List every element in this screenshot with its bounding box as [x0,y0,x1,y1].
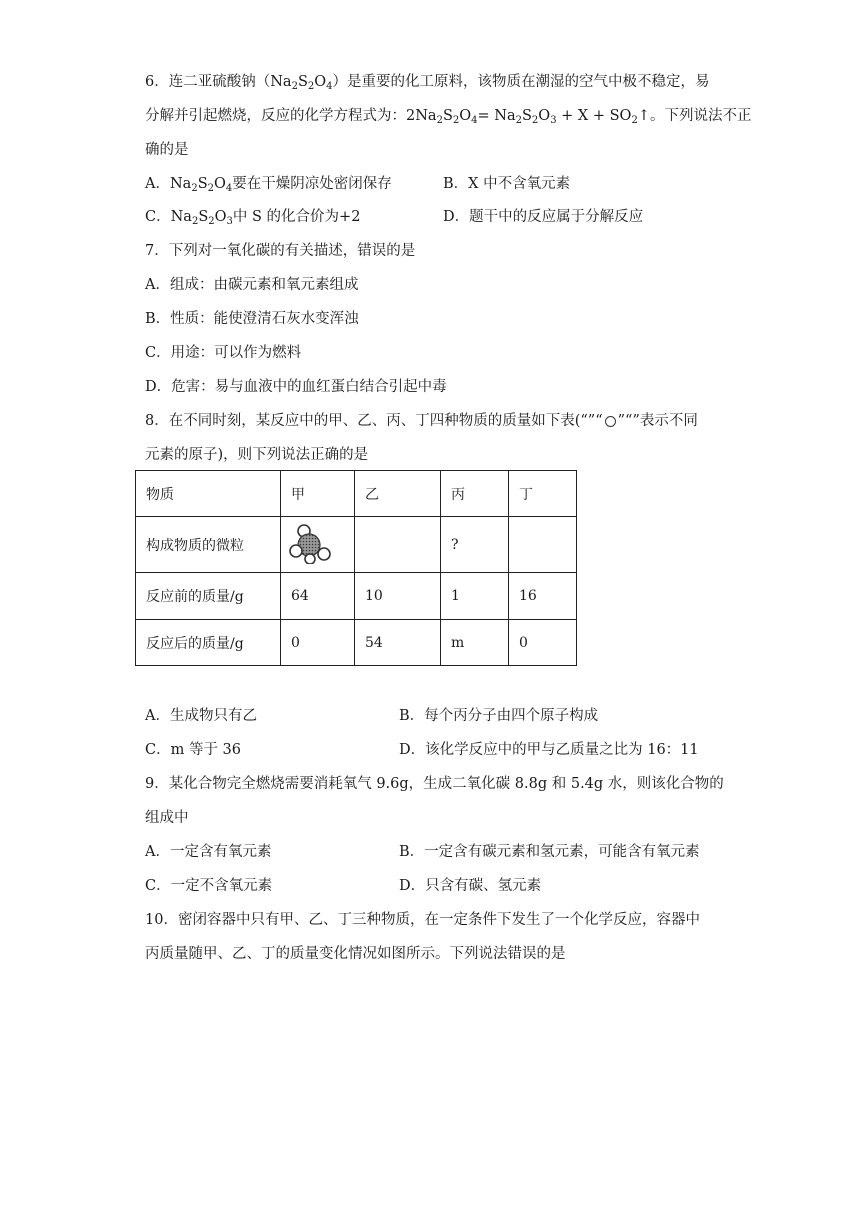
table-cell: 丁 [509,471,577,517]
table-cell: 乙 [355,471,441,517]
table-cell [509,517,577,573]
table-row [136,471,577,517]
q8-option-c: C．m 等于 36 [145,742,242,758]
q6-option-b: B．X 中不含氧元素 [443,176,571,192]
table-cell: 丙 [441,471,509,517]
q6-option-d: D．题干中的反应属于分解反应 [443,209,644,225]
q8-option-d: D．该化学反应中的甲与乙质量之比为 16：11 [399,742,699,758]
table-cell: 反应前的质量/g [136,573,281,620]
q9-option-c: C．一定不含氧元素 [145,878,273,894]
table-cell: 64 [281,573,355,620]
table-row [136,573,577,620]
q6-stem-line1: 6．连二亚硫酸钠$(Na_2S_2O_4)$是重要的化工原料，该物质在潮湿的空气中极不稳定，易 [145,74,710,92]
table-cell: 物质 [136,471,281,517]
table-cell: 0 [509,620,577,666]
q7-option-a: A．组成：由碳元素和氧元素组成 [145,277,359,293]
table-cell: m [441,620,509,666]
table-cell [281,517,355,573]
q8-option-b: B．每个丙分子由四个原子构成 [399,708,599,724]
q6-stem-line3: 确的是 [145,142,189,158]
q8-option-a: A．生成物只有乙 [145,708,257,724]
q8-mass-table [135,470,577,666]
q9-stem-line1: 9．某化合物完全燃烧需要消耗氧气 9.6g，生成二氧化碳 8.8g 和 5.4g 水，则该化合物的 [145,776,724,792]
table-cell: 0 [281,620,355,666]
table-cell: 10 [355,573,441,620]
q10-stem-line2: 丙质量随甲、乙、丁的质量变化情况如图所示。下列说法错误的是 [145,946,566,962]
table-cell: 构成物质的微粒 [136,517,281,573]
q9-option-b: B．一定含有碳元素和氢元素，可能含有氧元素 [399,844,700,860]
q7-stem: 7．下列对一氧化碳的有关描述，错误的是 [145,243,416,259]
q7-option-c: C．用途：可以作为燃料 [145,345,302,361]
table-cell: 反应后的质量/g [136,620,281,666]
q9-option-d: D．只含有碳、氢元素 [399,878,542,894]
table-cell [355,517,441,573]
white-atom-legend-icon [605,416,616,427]
molecule-icon [287,522,333,564]
table-cell: ? [441,517,509,573]
q7-option-d: D．危害：易与血液中的血红蛋白结合引起中毒 [145,379,447,395]
table-cell: 甲 [281,471,355,517]
q10-stem-line1: 10．密闭容器中只有甲、乙、丁三种物质，在一定条件下发生了一个化学反应，容器中 [145,912,700,928]
q6-option-a: A．$Na_2S_2O_4$要在干燥阴凉处密闭保存 [145,176,392,194]
q8-stem-line2: 元素的原子)，则下列说法正确的是 [145,447,369,463]
q6-option-c: C．$Na_2S_2O_3$中 S 的化合价为+2 [145,209,361,227]
table-cell: 16 [509,573,577,620]
table-row [136,517,577,573]
table-cell: 54 [355,620,441,666]
table-row [136,620,577,666]
q8-stem-line1: 8．在不同时刻，某反应中的甲、乙、丙、丁四种物质的质量如下表(“”“ ”“”表示不同 [145,413,698,429]
q6-stem-line2: 分解并引起燃烧，反应的化学方程式为：$2Na_2S_2O_4= Na_2S_2O_3 + X$ + $SO_2↑$。下列说法不正 [145,108,752,126]
q7-option-b: B．性质：能使澄清石灰水变浑浊 [145,311,359,327]
table-cell: 1 [441,573,509,620]
q9-stem-line2: 组成中 [145,810,189,826]
q9-option-a: A．一定含有氧元素 [145,844,272,860]
